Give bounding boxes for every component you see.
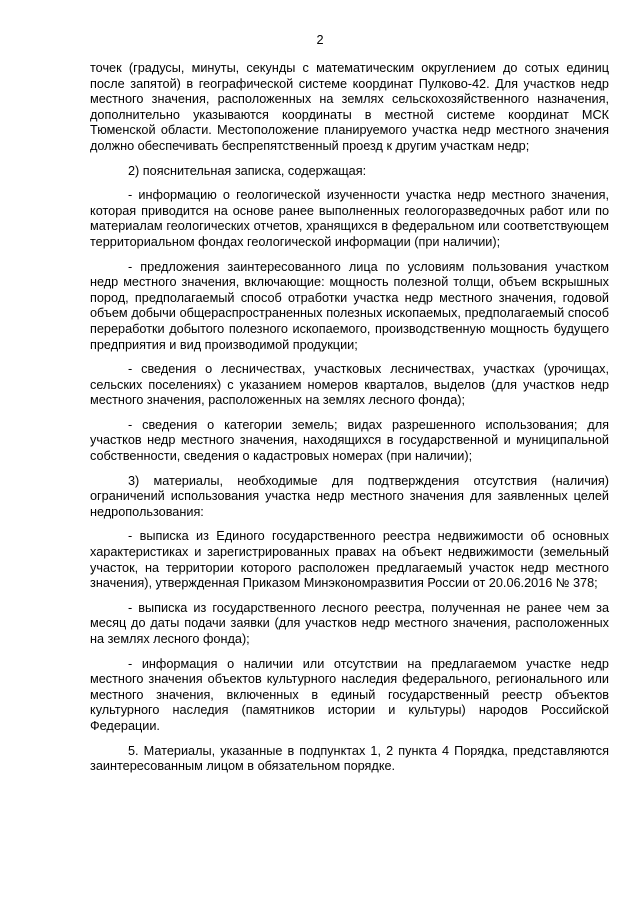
page-number: 2 <box>316 33 324 47</box>
paragraph: - информацию о геологической изученности участка недр местного значения, которая приводится на основе ранее выполненных геологоразведочных работ или по материалам геологических отчетов, хранящихся в федеральном или соответствующем территориальном фондах геологической информации (при наличии); <box>90 188 609 249</box>
paragraph: - выписка из Единого государственного реестра недвижимости об основных характеристиках и зарегистрированных правах на объект недвижимости (земельный участок, на территории которого расположен предлагаемый участок недр местного значения), утвержденная Приказом Минэкономразвития России от 20.06.2016 № 378; <box>90 529 609 591</box>
paragraph: точек (градусы, минуты, секунды с математическим округлением до сотых единиц после запятой) в географической системе координат Пулково-42. Для участков недр местного значения, расположенных на землях сельскохозяйственного назначения, дополнительно указываются координаты в местной системе координат МСК Тюменской области. Местоположение планируемого участка недр местного значения должно обеспечивать беспрепятственный проезд к другим участкам недр; <box>90 61 609 153</box>
paragraph: - сведения о категории земель; видах разрешенного использования; для участков недр местного значения, находящихся в государственной и муниципальной собственности, сведения о кадастровых номерах (при наличии); <box>90 417 609 464</box>
paragraph: 5. Материалы, указанные в подпунктах 1, 2 пункта 4 Порядка, представляются заинтересованным лицом в обязательном порядке. <box>90 743 609 774</box>
paragraph: - предложения заинтересованного лица по условиям пользования участком недр местного значения, включающие: мощность полезной толщи, объем вскрышных пород, предполагаемый способ отработки участка недр местного значения, годовой объем добычи общераспространенных полезных ископаемых, предполагаемый способ переработки добытого полезного ископаемого, производственную мощность будущего предприятия и вид производимой продукции; <box>90 259 609 352</box>
paragraph: - сведения о лесничествах, участковых лесничествах, участках (урочищах, сельских поселениях) с указанием номеров кварталов, выделов (для участков недр местного значения, расположенных на землях лесного фонда); <box>90 362 609 408</box>
document-body <box>90 61 609 775</box>
paragraph: 3) материалы, необходимые для подтверждения отсутствия (наличия) ограничений использования участка недр местного значения для заявленных целей недропользования: <box>90 473 609 519</box>
paragraph: - информация о наличии или отсутствии на предлагаемом участке недр местного значения объектов культурного наследия федерального, регионального или местного значения, включенных в единый государственный реестр объектов культурного наследия (памятников истории и культуры) народов Российской Федерации. <box>90 656 609 733</box>
paragraph: - выписка из государственного лесного реестра, полученная не ранее чем за месяц до даты подачи заявки (для участков недр местного значения, расположенных на землях лесного фонда); <box>90 600 609 646</box>
paragraph: 2) пояснительная записка, содержащая: <box>128 163 367 178</box>
